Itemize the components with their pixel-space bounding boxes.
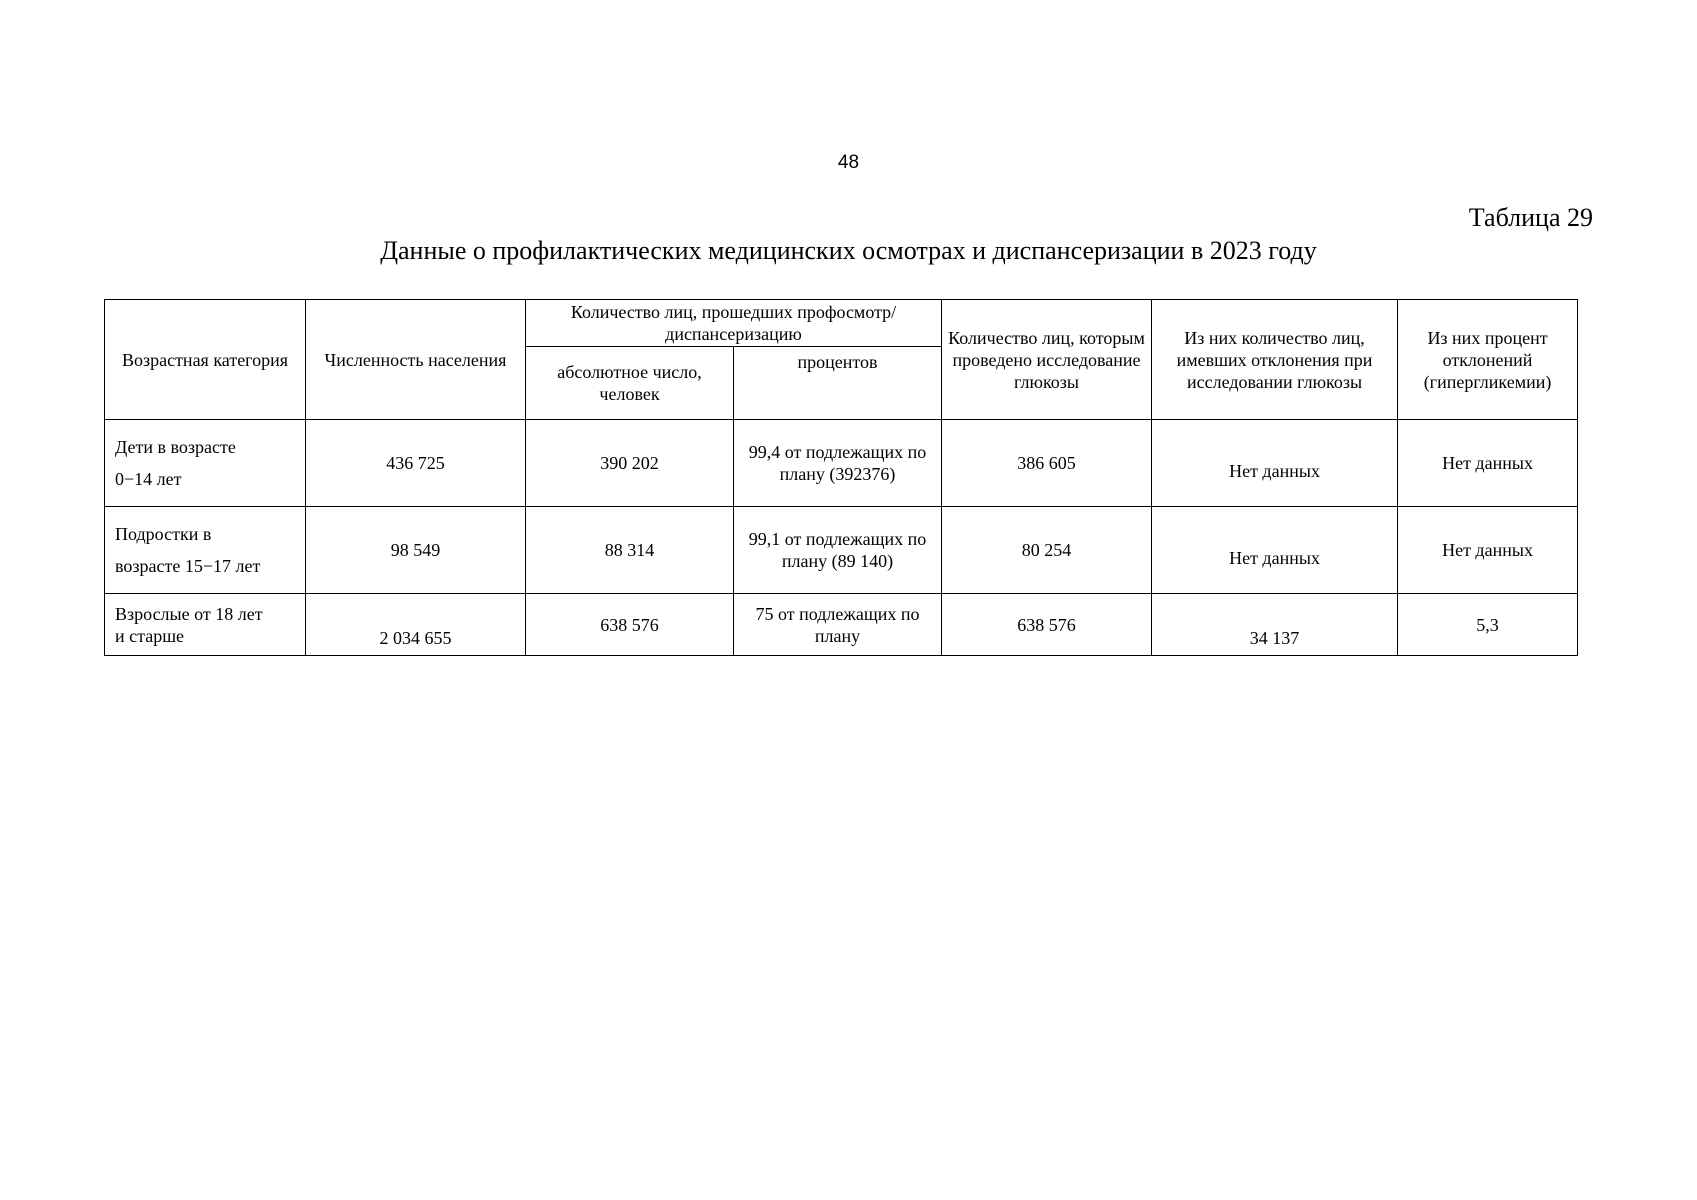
- table-label: Таблица 29: [1468, 203, 1593, 232]
- header-category: Возрастная категория: [105, 300, 306, 420]
- row-deviations-count: Нет данных: [1152, 507, 1398, 594]
- header-examined-abs: абсолютное число, человек: [526, 347, 734, 420]
- row-population: 2 034 655: [306, 594, 526, 656]
- header-population: Численность населения: [306, 300, 526, 420]
- row-category-line2: и старше: [115, 625, 185, 646]
- row-glucose-tested: 80 254: [942, 507, 1152, 594]
- row-population: 98 549: [306, 507, 526, 594]
- row-glucose-tested: 638 576: [942, 594, 1152, 656]
- header-deviations-pct: Из них процент отклонений (гипергликемии): [1398, 300, 1578, 420]
- row-examined-abs: 390 202: [526, 420, 734, 507]
- medical-exam-table: [104, 299, 1578, 656]
- row-deviations-pct: Нет данных: [1398, 507, 1578, 594]
- table-row: [105, 507, 1578, 594]
- row-category-line1: Взрослые от 18 лет: [115, 603, 263, 624]
- row-population: 436 725: [306, 420, 526, 507]
- page-number: 48: [837, 152, 860, 173]
- document-title: Данные о профилактических медицинских осмотрах и диспансеризации в 2023 году: [380, 236, 1317, 265]
- header-glucose-tested: Количество лиц, которым проведено исследование глюкозы: [942, 300, 1152, 420]
- row-category: [105, 594, 306, 656]
- header-deviations-count: Из них количество лиц, имевших отклонения при исследовании глюкозы: [1152, 300, 1398, 420]
- row-deviations-count: Нет данных: [1152, 420, 1398, 507]
- row-glucose-tested: 386 605: [942, 420, 1152, 507]
- row-examined-abs: 88 314: [526, 507, 734, 594]
- header-examined-group: Количество лиц, прошедших профосмотр/диспансеризацию: [526, 300, 942, 347]
- row-category-line1: Дети в возрасте: [115, 437, 236, 457]
- table-row: [105, 420, 1578, 507]
- row-examined-pct: 75 от подлежащих по плану: [734, 594, 942, 656]
- row-category: [105, 420, 306, 507]
- row-examined-pct: 99,1 от подлежащих по плану (89 140): [734, 507, 942, 594]
- row-deviations-pct: Нет данных: [1398, 420, 1578, 507]
- row-category-line1: Подростки в: [115, 524, 212, 544]
- row-category-line2: возрасте 15−17 лет: [115, 556, 261, 576]
- row-examined-abs: 638 576: [526, 594, 734, 656]
- row-deviations-pct: 5,3: [1398, 594, 1578, 656]
- row-examined-pct: 99,4 от подлежащих по плану (392376): [734, 420, 942, 507]
- row-deviations-count: 34 137: [1152, 594, 1398, 656]
- header-examined-pct: процентов: [734, 347, 942, 420]
- table-row: [105, 594, 1578, 656]
- row-category: [105, 507, 306, 594]
- row-category-line2: 0−14 лет: [115, 469, 182, 489]
